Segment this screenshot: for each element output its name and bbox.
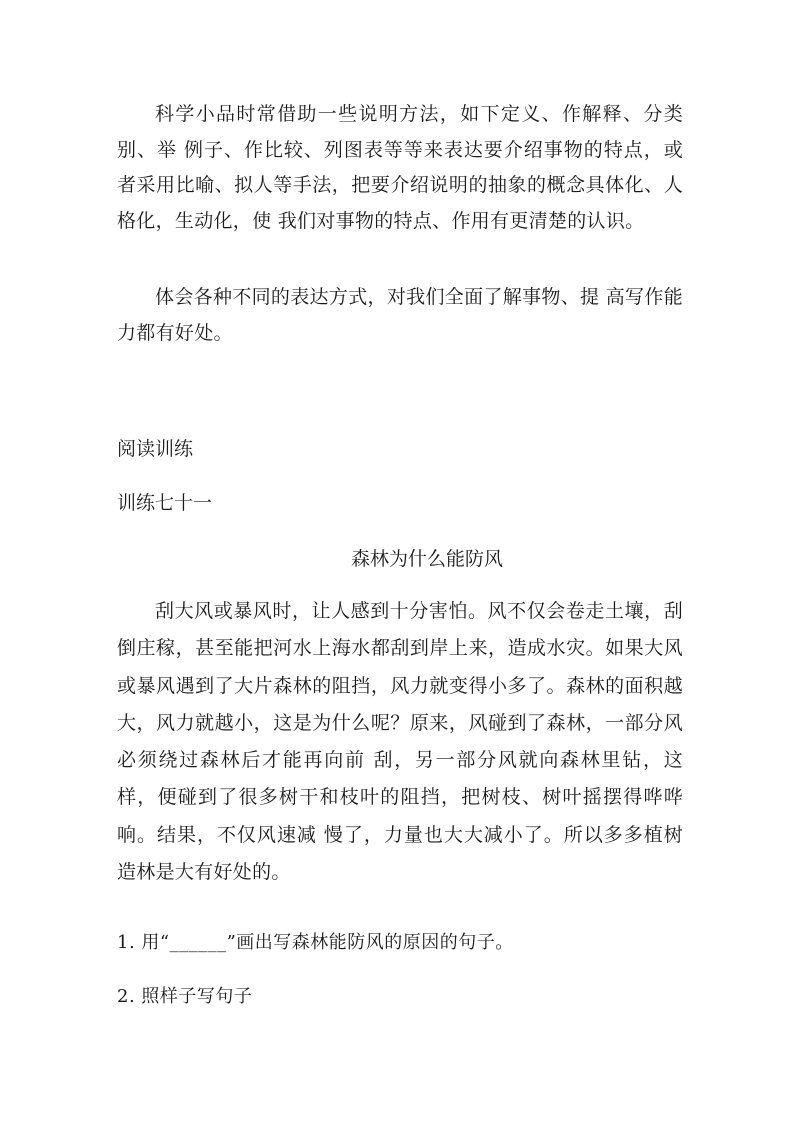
benefit-paragraph: 体会各种不同的表达方式，对我们全面了解事物、提 高写作能力都有好处。 xyxy=(117,286,683,344)
question-2: 2. 照样子写句子 xyxy=(117,986,253,1007)
section-label: 阅读训练 xyxy=(117,438,194,460)
question-1: 1. 用“______”画出写森林能防风的原因的句子。 xyxy=(117,932,514,953)
article-title: 森林为什么能防风 xyxy=(350,548,503,570)
intro-paragraph: 科学小品时常借助一些说明方法，如下定义、作解释、分类别、举 例子、作比较、列图表等等来表达要介绍事物的特点，或者采用比喻、拟人等手法，把要介绍说明的抽象的概念具体化、人格化，生动化，使 我们对事物的特点、作用有更清楚的认识。 xyxy=(117,103,683,232)
article-body: 刮大风或暴风时，让人感到十分害怕。风不仅会卷走土壤，刮倒庄稼，甚至能把河水上海水都刮到岸上来，造成水灾。如果大风或暴风遇到了大片森林的阻挡，风力就变得小多了。森林的面积越大，风力就越小，这是为什么呢？原来，风碰到了森林，一部分风必须绕过森林后才能再向前 刮，另一部分风就向森林里钻，这样，便碰到了很多树干和枝叶的阻挡，把树枝、树叶摇摆得哗哗响。结果，不仅风速减 慢了，力量也大大减小了。所以多多植树造林是大有好处的。 xyxy=(117,600,683,884)
exercise-label: 训练七十一 xyxy=(117,492,213,514)
